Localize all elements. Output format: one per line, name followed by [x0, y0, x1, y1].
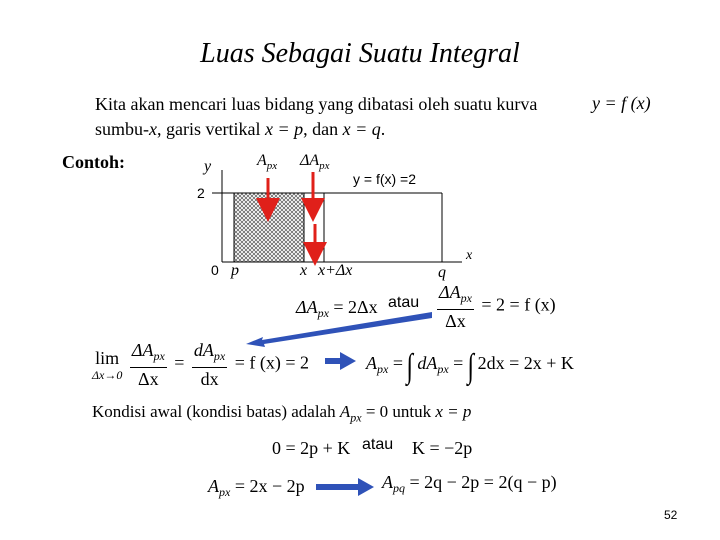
graph-apx-label: $A_{px}$: [257, 152, 278, 173]
eq-integral: $A_{px}$ = ∫ $dA_{px}$ = ∫ 2dx = 2x + K: [366, 348, 574, 385]
page-title: Luas Sebagai Suatu Integral: [200, 38, 520, 69]
graph-tick-x: x: [300, 262, 308, 279]
graph-tick-2: 2: [197, 185, 205, 201]
graph-tick-p: p: [231, 262, 239, 279]
eq-final-apx: $A_{px} = 2x - 2p$: [208, 476, 305, 499]
blue-arrow-to-final: [316, 478, 374, 496]
graph-y-label: y: [204, 158, 212, 175]
integral-sign-1: ∫: [406, 348, 414, 385]
graph-tick-0: 0: [211, 262, 219, 278]
eq-limit: lim Δx→0 $\frac{\Delta A_{px}}{\Delta x}$ = $\frac{dA_{px}}{dx}$ = f (x) = 2: [92, 340, 310, 389]
condition-text: Kondisi awal (kondisi batas) adalah $A_{px} = 0$ untuk x = p: [92, 402, 472, 425]
curve-equation: y = f (x): [592, 93, 651, 113]
graph-x-axis-label: x: [466, 248, 473, 263]
eq-k-2: K = −2p: [412, 438, 473, 458]
graph-tick-q: q: [438, 264, 446, 281]
intro-line-2: sumbu-x, garis vertikal x = p, dan x = q.: [95, 119, 386, 139]
graph-delta-apx-label: $\Delta A_{px}$: [300, 152, 330, 173]
blue-arrow-to-integral: [325, 352, 356, 370]
page-number: 52: [664, 508, 678, 522]
eq-k-1: 0 = 2p + K: [272, 438, 351, 458]
graph-function-label: y = f(x) =2: [353, 171, 417, 187]
atau-2: atau: [362, 436, 394, 453]
eq-ratio: $\frac{\Delta A_{px}}{\Delta x}$ = 2 = f (x): [439, 282, 556, 331]
integral-sign-2: ∫: [467, 348, 474, 385]
graph-tick-x-dx: x+Δx: [318, 262, 353, 279]
example-label: Contoh:: [62, 152, 126, 172]
intro-line-1: Kita akan mencari luas bidang yang dibatasi oleh suatu kurva: [95, 94, 538, 114]
atau-1: atau: [388, 294, 420, 311]
eq-delta-apx: $\Delta A_{px} = 2\Delta x$: [296, 297, 378, 320]
eq-final-apq: $A_{pq} = 2q - 2p = 2(q - p)$: [382, 472, 557, 495]
